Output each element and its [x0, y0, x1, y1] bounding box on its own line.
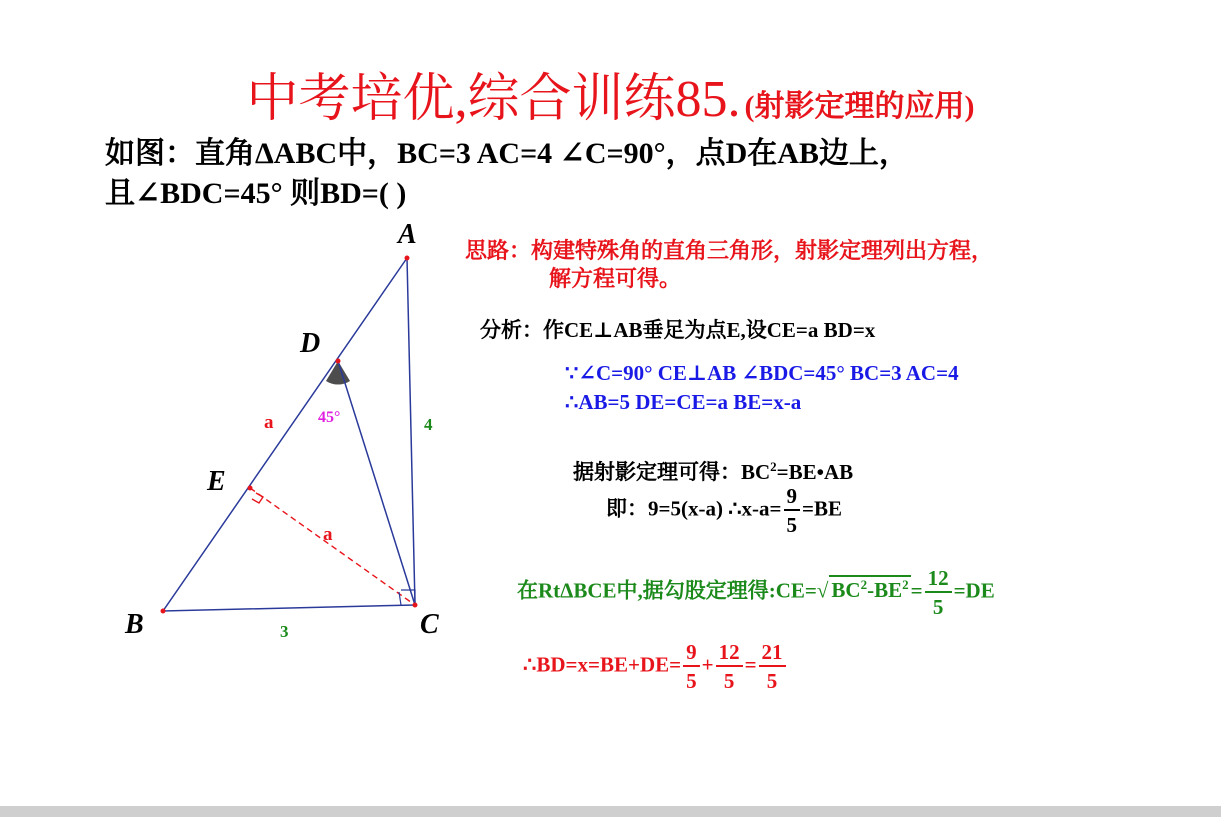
given-line-1: ∵∠C=90° CE⊥AB ∠BDC=45° BC=3 AC=4 — [565, 361, 959, 385]
analysis-line: 分析：作CE⊥AB垂足为点E,设CE=a BD=x — [480, 318, 876, 342]
angle-45-marker — [326, 361, 350, 385]
projection-equation: 即：9=5(x-a) ∴x-a= $\frac{9}{5}$ =BE — [606, 484, 843, 538]
problem-line-2: 且∠BDC=45° 则BD=( ) — [105, 177, 407, 210]
segment-ec-dashed — [250, 488, 415, 605]
label-c: C — [420, 609, 439, 640]
title-main: 中考培优,综合训练85. — [246, 71, 741, 128]
triangle-abc — [163, 258, 415, 611]
label-a: A — [398, 219, 417, 250]
title-subtitle: (射影定理的应用) — [744, 90, 975, 123]
segment-dc — [338, 361, 415, 605]
label-angle-45: 45° — [318, 409, 341, 426]
point-a — [405, 256, 410, 261]
label-segment-ad: a — [264, 412, 274, 433]
point-d — [336, 359, 341, 364]
projection-statement: 据射影定理可得：$BC^2=BE•AB$ — [573, 459, 854, 484]
result-equation: ∴BD=x=BE+DE= $\frac{9}{5}$ + $\frac{12}{5}$ = $\frac{21}{5}$ — [523, 640, 788, 693]
result-fraction-1: $\frac{9}{5}$ — [683, 640, 700, 693]
fraction-9-5: $\frac{9}{5}$ — [784, 484, 801, 537]
label-side-bc: 3 — [280, 622, 289, 641]
given-line-2: ∴AB=5 DE=CE=a BE=x-a — [565, 390, 802, 414]
label-d: D — [300, 328, 321, 359]
point-e — [248, 486, 253, 491]
fraction-12-5: $\frac{12}{5}$ — [925, 566, 952, 619]
label-segment-ec: a — [323, 524, 333, 545]
radical-sign: √ — [816, 578, 829, 603]
label-e: E — [207, 466, 226, 497]
result-fraction-2: $\frac{12}{5}$ — [716, 640, 743, 693]
problem-line-1: 如图：直角ΔABC中，BC=3 AC=4 ∠C=90°，点D在AB边上， — [105, 137, 909, 170]
approach-line-1: 思路：构建特殊角的直角三角形，射影定理列出方程， — [465, 238, 994, 263]
result-fraction-3: $\frac{21}{5}$ — [759, 640, 786, 693]
label-b: B — [125, 609, 144, 640]
pythagoras-equation: 在RtΔBCE中,据勾股定理得:CE=√ $BC^2-BE^2=$ $\frac{12}{5}$ =DE — [517, 566, 995, 620]
point-b — [161, 609, 166, 614]
point-c — [413, 603, 418, 608]
right-angle-marker-e — [252, 493, 263, 503]
approach-line-2: 解方程可得。 — [549, 266, 682, 291]
label-side-ac: 4 — [424, 415, 433, 434]
bottom-scroll-bar[interactable] — [0, 806, 1221, 817]
radicand: $BC^2-BE^2$ — [831, 577, 909, 603]
